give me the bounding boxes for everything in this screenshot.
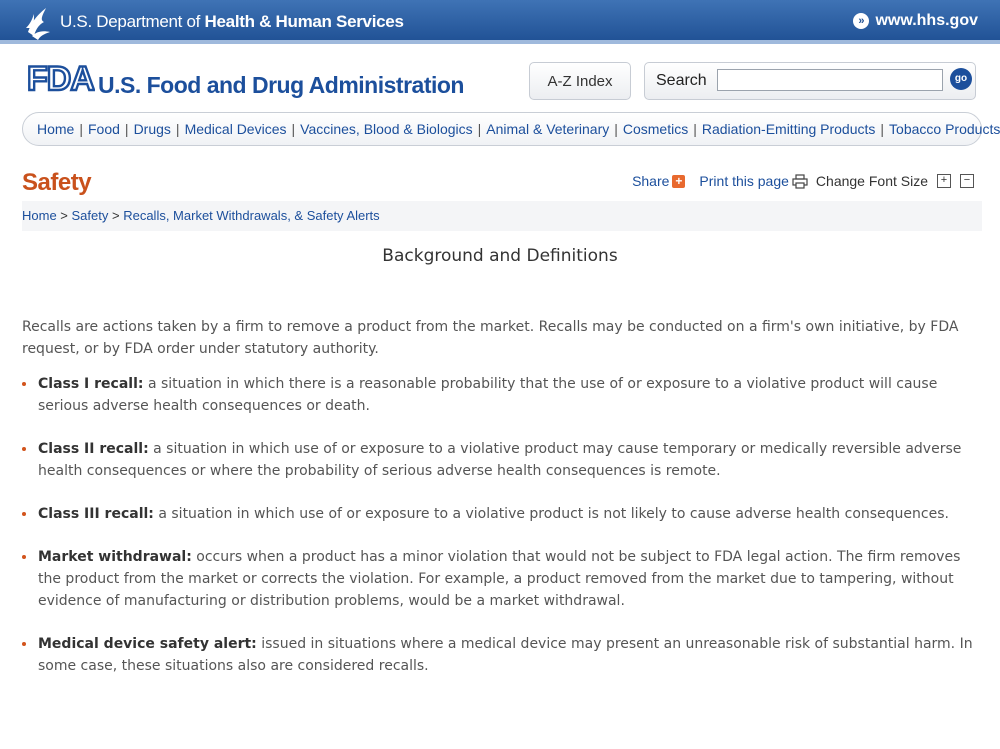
- change-font-size-label: Change Font Size: [815, 173, 928, 189]
- definition-text: occurs when a product has a minor violation that would not be subject to FDA legal action. The firm removes the product from the market or corrects the violation. For example, a product removed from the market due to tampering, without evidence of manufacturing or distribution problems, would be a market withdrawal.: [38, 549, 961, 609]
- definition-class-iii-recall: [22, 503, 984, 525]
- nav-item-home[interactable]: Home: [37, 121, 75, 137]
- share-plus-icon: +: [672, 175, 685, 188]
- definition-market-withdrawal: [22, 546, 984, 612]
- intro-paragraph: Recalls are actions taken by a firm to remove a product from the market. Recalls may be conducted on a firm's own initiative, by FDA request, or by FDA order under statutory authority.: [22, 319, 959, 357]
- fda-logo-letters: FDA: [27, 60, 94, 94]
- nav-item-vaccines-blood-biologics[interactable]: Vaccines, Blood & Biologics: [300, 121, 473, 137]
- nav-separator: |: [291, 121, 296, 137]
- definition-text: a situation in which use of or exposure to a violative product is not likely to cause adverse health consequences.: [153, 506, 949, 522]
- definition-class-ii-recall: [22, 438, 984, 482]
- search-box: [644, 62, 976, 100]
- search-label: Search: [656, 72, 707, 89]
- fda-logo-icon[interactable]: [27, 60, 95, 94]
- breadcrumb-bar: [22, 201, 982, 231]
- nav-separator: |: [79, 121, 83, 137]
- definition-text: a situation in which there is a reasonable probability that the use of or exposure to a violative product will cause serious adverse health consequences or death.: [38, 376, 938, 414]
- search-input[interactable]: [717, 69, 943, 91]
- search-go-button[interactable]: go: [950, 68, 972, 90]
- breadcrumb-separator: >: [56, 208, 72, 223]
- font-decrease-button[interactable]: −: [960, 174, 974, 188]
- nav-separator: |: [880, 121, 885, 137]
- hhs-header-bar: [0, 0, 1000, 44]
- hhs-title[interactable]: [60, 12, 404, 32]
- nav-item-cosmetics[interactable]: Cosmetics: [622, 121, 689, 137]
- breadcrumb-current[interactable]: Recalls, Market Withdrawals, & Safety Alerts: [123, 208, 380, 223]
- definition-term: Medical device safety alert:: [38, 636, 257, 652]
- page-tools: [632, 173, 974, 189]
- definition-text: a situation in which use of or exposure to a violative product may cause temporary or medically reversible adverse health consequences or where the probability of serious adverse health consequences is remote.: [38, 441, 962, 479]
- nav-separator: |: [614, 121, 618, 137]
- nav-separator: |: [124, 121, 129, 137]
- nav-item-medical-devices[interactable]: Medical Devices: [184, 121, 287, 137]
- definition-text: issued in situations where a medical device may present an unreasonable risk of substantial harm. In some case, these situations also are considered recalls.: [38, 636, 973, 674]
- nav-separator: |: [477, 121, 482, 137]
- az-index-button[interactable]: A-Z Index: [529, 62, 631, 100]
- definitions-list: [22, 373, 984, 677]
- print-page-label: Print this page: [699, 173, 789, 189]
- font-increase-button[interactable]: +: [937, 174, 951, 188]
- share-link[interactable]: [632, 173, 685, 189]
- hhs-website-link[interactable]: [853, 12, 978, 30]
- definition-class-i-recall: [22, 373, 984, 417]
- nav-separator: |: [175, 121, 180, 137]
- print-page-link[interactable]: [699, 173, 808, 189]
- nav-item-drugs[interactable]: Drugs: [133, 121, 171, 137]
- nav-item-animal-veterinary[interactable]: Animal & Veterinary: [486, 121, 610, 137]
- definition-term: Market withdrawal:: [38, 549, 192, 565]
- hhs-eagle-logo-icon[interactable]: [22, 2, 56, 42]
- main-content: [22, 316, 984, 698]
- page-title: Safety: [22, 169, 92, 196]
- double-chevron-icon: »: [853, 13, 869, 29]
- definition-term: Class III recall:: [38, 506, 154, 522]
- breadcrumb-home[interactable]: Home: [22, 208, 57, 223]
- definition-term: Class II recall:: [38, 441, 149, 457]
- nav-item-tobacco-products[interactable]: Tobacco Products: [889, 121, 1000, 137]
- section-heading: Background and Definitions: [382, 246, 618, 266]
- breadcrumb: [22, 208, 380, 223]
- definition-medical-device-safety-alert: [22, 633, 984, 677]
- nav-separator: |: [693, 121, 697, 137]
- hhs-title-bold: Health & Human Services: [204, 12, 404, 31]
- breadcrumb-separator: >: [108, 208, 124, 223]
- hhs-website-link-label: www.hhs.gov: [875, 12, 978, 29]
- hhs-bar-stripe: [0, 40, 1000, 44]
- printer-icon: [792, 174, 808, 189]
- breadcrumb-safety[interactable]: Safety: [71, 208, 109, 223]
- share-label: Share: [632, 173, 670, 189]
- nav-item-food[interactable]: Food: [88, 121, 120, 137]
- main-navigation: [22, 112, 1000, 146]
- hhs-title-lead: U.S. Department of: [60, 12, 205, 31]
- definition-term: Class I recall:: [38, 376, 144, 392]
- fda-agency-name[interactable]: U.S. Food and Drug Administration: [98, 72, 464, 98]
- nav-item-radiation-emitting-products[interactable]: Radiation-Emitting Products: [701, 121, 876, 137]
